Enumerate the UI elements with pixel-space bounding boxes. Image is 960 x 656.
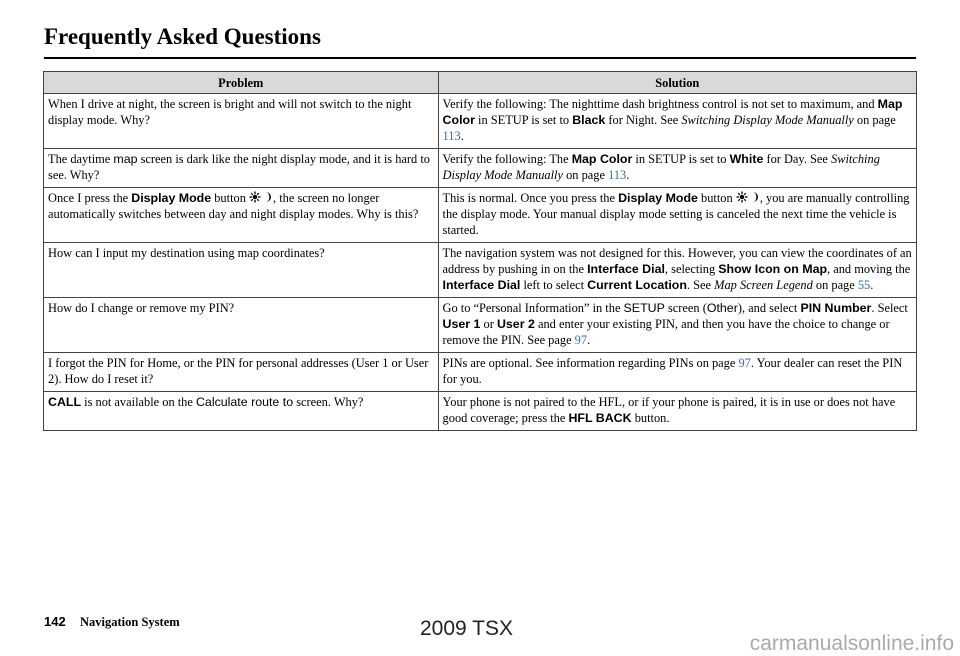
page-link[interactable]: 113: [442, 129, 461, 143]
menu-term: CALL: [48, 395, 82, 409]
problem-cell: [44, 149, 439, 188]
solution-cell: [438, 94, 916, 149]
solution-text: on page: [853, 113, 896, 127]
table-row: [44, 243, 917, 298]
screen-term: SETUP: [623, 301, 665, 315]
page-link[interactable]: 55: [857, 278, 871, 292]
page-number: 142: [44, 614, 66, 629]
menu-term: PIN Number: [800, 301, 872, 315]
solution-text: .: [626, 168, 630, 182]
menu-term: White: [729, 152, 764, 166]
solution-text: and enter your existing PIN, and then you have the choice to change or remove the PIN. See page: [442, 317, 890, 347]
problem-cell: [44, 188, 439, 243]
page-title: Frequently Asked Questions: [44, 24, 321, 49]
solution-cell: [438, 149, 916, 188]
problem-text: is not available on the: [81, 395, 196, 409]
section-name: Navigation System: [80, 615, 180, 629]
page-link[interactable]: 97: [738, 356, 751, 370]
solution-text: This is normal. Once you press the: [442, 191, 619, 205]
solution-text: , and moving the: [827, 262, 911, 276]
table-header-row: [44, 72, 917, 94]
problem-text: Once I press the: [48, 191, 132, 205]
header-problem: Problem: [44, 72, 439, 94]
day-night-icon: [249, 191, 273, 203]
solution-cell: [438, 188, 916, 243]
table-row: [44, 298, 917, 353]
solution-text: The navigation system was not designed for this. However, you can view the coordinates of an address by pushing in on the: [442, 246, 912, 276]
table-row: [44, 188, 917, 243]
solution-text: .: [587, 333, 591, 347]
table-row: [44, 94, 917, 149]
problem-cell: [44, 298, 439, 353]
solution-text: button: [697, 191, 736, 205]
section-reference: Switching Display Mode Manually: [681, 113, 854, 127]
screen-term: Calculate route to: [195, 395, 294, 409]
solution-cell: [438, 243, 916, 298]
solution-text: Verify the following: The: [442, 152, 572, 166]
button-term: Display Mode: [618, 191, 698, 205]
menu-term: Current Location: [587, 278, 687, 292]
problem-text: How do I change or remove my PIN?: [48, 301, 235, 315]
solution-text: PINs are optional. See information regarding PINs on page: [442, 356, 739, 370]
solution-text: on page: [812, 278, 858, 292]
menu-term: Show Icon on Map: [718, 262, 828, 276]
screen-term: Other: [706, 301, 738, 315]
problem-text: , the screen no longer automatically switches between day and night display modes. Why is this?: [48, 191, 419, 221]
solution-text: screen (: [664, 301, 707, 315]
menu-term: Black: [572, 113, 606, 127]
solution-text: Your phone is not paired to the HFL, or if your phone is paired, it is in use or does not have good coverage; press the: [442, 395, 896, 425]
page-link[interactable]: 97: [574, 333, 588, 347]
problem-text: When I drive at night, the screen is bright and will not switch to the night display mode. Why?: [48, 97, 412, 127]
problem-text: How can I input my destination using map coordinates?: [48, 246, 325, 260]
menu-term: Interface Dial: [587, 262, 665, 276]
screen-term: map: [113, 152, 138, 166]
menu-term: Map Color: [442, 97, 903, 127]
solution-text: ), and select: [737, 301, 801, 315]
table-row: [44, 353, 917, 392]
model-watermark: 2009 TSX: [420, 617, 514, 640]
solution-text: . See: [686, 278, 715, 292]
menu-term: Interface Dial: [442, 278, 521, 292]
problem-text: screen is dark like the night display mode, and it is hard to see. Why?: [48, 152, 430, 182]
header-solution: Solution: [438, 72, 916, 94]
problem-cell: [44, 392, 439, 431]
solution-cell: [438, 392, 916, 431]
solution-text: .: [460, 129, 464, 143]
solution-text: in SETUP is set to: [474, 113, 573, 127]
solution-text: .: [870, 278, 874, 292]
section-reference: Map Screen Legend: [714, 278, 813, 292]
solution-text: , selecting: [664, 262, 719, 276]
problem-cell: [44, 243, 439, 298]
menu-term: User 1: [442, 317, 481, 331]
solution-cell: [438, 298, 916, 353]
solution-text: for Night. See: [605, 113, 682, 127]
problem-text: screen. Why?: [293, 395, 364, 409]
solution-text: on page: [563, 168, 609, 182]
menu-term: Map Color: [571, 152, 633, 166]
title-rule: [44, 57, 916, 59]
table-row: [44, 149, 917, 188]
solution-text: in SETUP is set to: [632, 152, 730, 166]
button-term: HFL BACK: [568, 411, 632, 425]
table-row: [44, 392, 917, 431]
problem-text: The daytime: [48, 152, 114, 166]
menu-term: User 2: [496, 317, 535, 331]
section-reference: Switching Display Mode Manually: [442, 152, 880, 182]
solution-text: , you are manually controlling the display mode. Your manual display mode setting is canceled the next time the vehicle is started.: [442, 191, 910, 237]
day-night-icon: [736, 191, 760, 203]
problem-text: button: [211, 191, 250, 205]
problem-cell: [44, 94, 439, 149]
problem-text: I forgot the PIN for Home, or the PIN for personal addresses (User 1 or User 2). How do I reset it?: [48, 356, 429, 386]
problem-cell: [44, 353, 439, 392]
solution-text: . Your dealer can reset the PIN for you.: [442, 356, 903, 386]
site-watermark: carmanualsonline.info: [749, 632, 954, 655]
page-link[interactable]: 113: [608, 168, 627, 182]
faq-table: [43, 71, 917, 431]
solution-text: button.: [631, 411, 670, 425]
solution-text: Verify the following: The nighttime dash brightness control is not set to maximum, and: [442, 97, 878, 111]
button-term: Display Mode: [131, 191, 212, 205]
solution-cell: [438, 353, 916, 392]
solution-text: . Select: [871, 301, 908, 315]
solution-text: left to select: [520, 278, 588, 292]
solution-text: or: [480, 317, 497, 331]
solution-text: Go to “Personal Information” in the: [442, 301, 624, 315]
solution-text: for Day. See: [763, 152, 832, 166]
